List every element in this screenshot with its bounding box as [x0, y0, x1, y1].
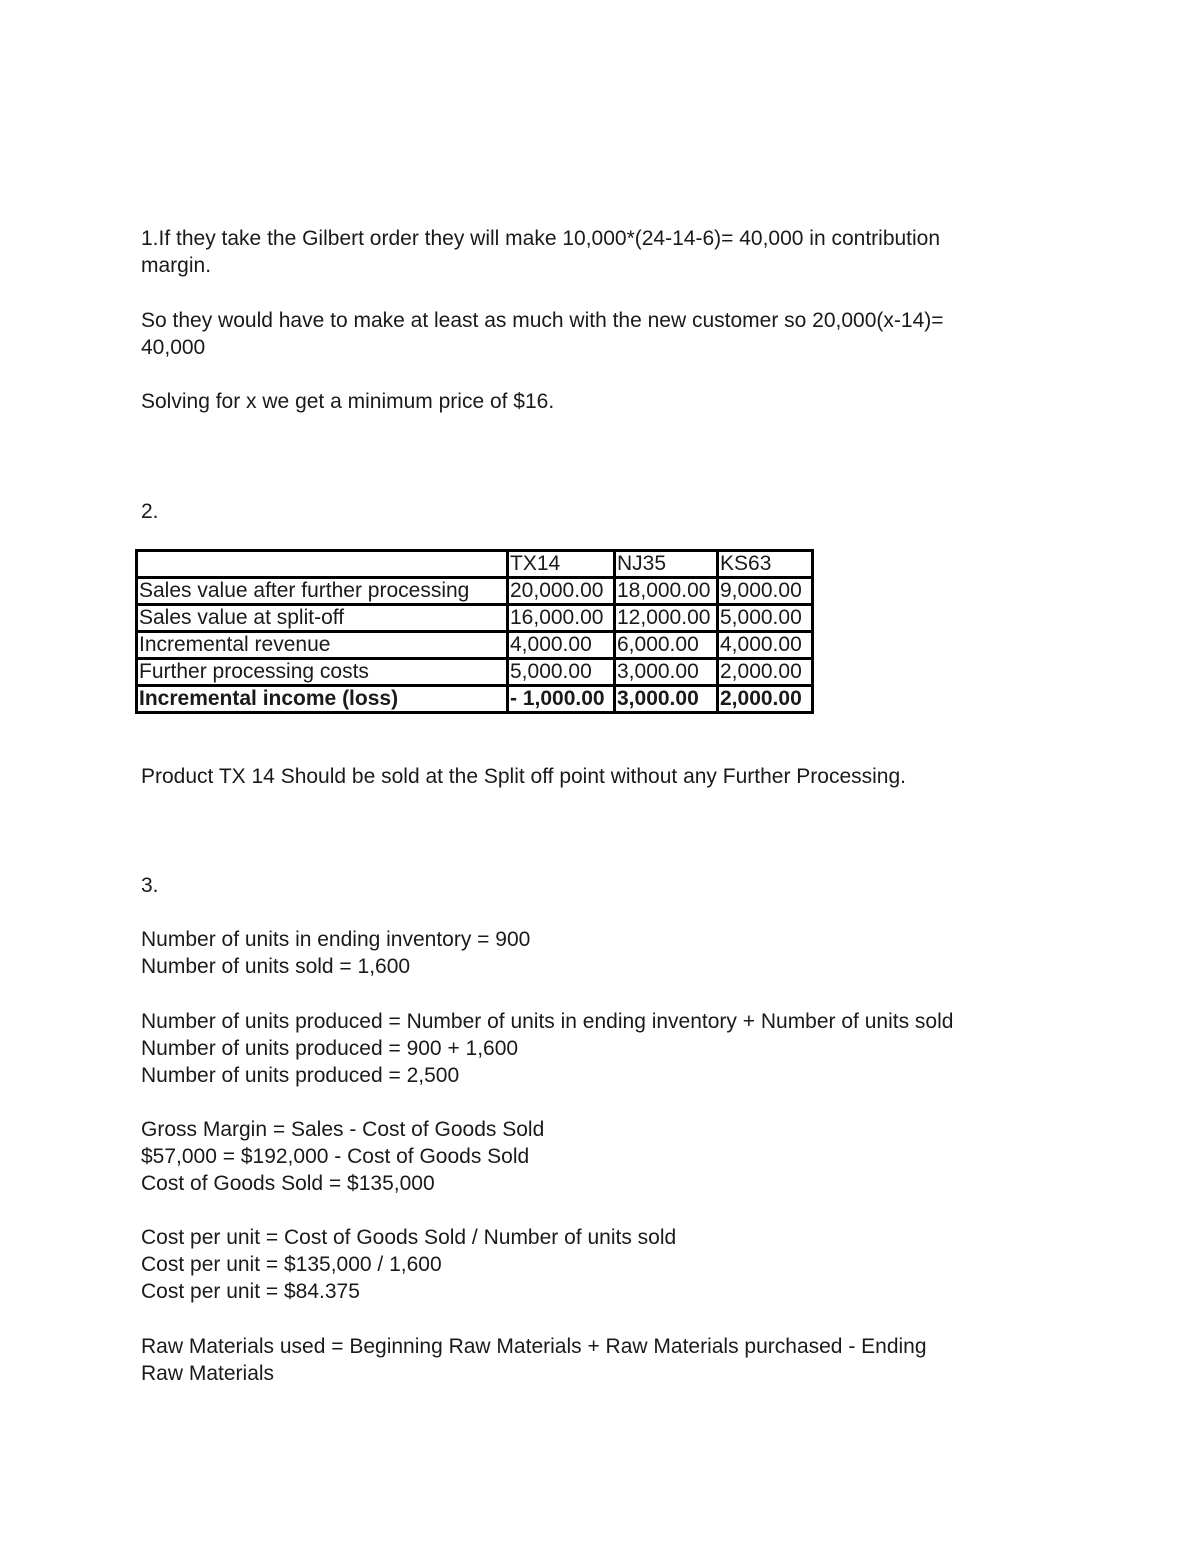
table-cell: - 1,000.00: [508, 686, 615, 713]
q3-line: Raw Materials: [141, 1362, 275, 1385]
table-cell: 16,000.00: [508, 605, 615, 632]
table-cell: 4,000.00: [508, 632, 615, 659]
row-label: Sales value at split-off: [137, 605, 508, 632]
table-cell: 2,000.00: [718, 659, 813, 686]
table-cell: 4,000.00: [718, 632, 813, 659]
q3-line: $57,000 = $192,000 - Cost of Goods Sold: [141, 1145, 530, 1168]
table-cell: 5,000.00: [718, 605, 813, 632]
row-label: Sales value after further processing: [137, 578, 508, 605]
q1-line-3: So they would have to make at least as much with the new customer so 20,000(x-14)=: [141, 309, 944, 332]
q3-line: Gross Margin = Sales - Cost of Goods Sold: [141, 1118, 545, 1141]
q3-line: Raw Materials used = Beginning Raw Materials + Raw Materials purchased - Ending: [141, 1335, 927, 1358]
table-header-row: [137, 551, 813, 578]
q1-line-1: 1.If they take the Gilbert order they will make 10,000*(24-14-6)= 40,000 in contribution: [141, 227, 941, 250]
table-header-cell: NJ35: [615, 551, 718, 578]
row-label: Further processing costs: [137, 659, 508, 686]
table-cell: 12,000.00: [615, 605, 718, 632]
row-label: Incremental revenue: [137, 632, 508, 659]
incremental-analysis-table: [135, 549, 814, 714]
table-cell: 2,000.00: [718, 686, 813, 713]
q2-number: 2.: [141, 500, 159, 523]
q3-line: Cost per unit = Cost of Goods Sold / Number of units sold: [141, 1226, 677, 1249]
q3-line: Cost per unit = $135,000 / 1,600: [141, 1253, 442, 1276]
table-header-cell: KS63: [718, 551, 813, 578]
q3-line: Cost of Goods Sold = $135,000: [141, 1172, 435, 1195]
table-cell: 9,000.00: [718, 578, 813, 605]
row-label: Incremental income (loss): [137, 686, 508, 713]
q3-number: 3.: [141, 874, 159, 897]
table-row: [137, 578, 813, 605]
table-cell: 18,000.00: [615, 578, 718, 605]
q3-line: Number of units in ending inventory = 900: [141, 928, 531, 951]
q3-line: Cost per unit = $84.375: [141, 1280, 360, 1303]
q3-line: Number of units produced = Number of units in ending inventory + Number of units sold: [141, 1010, 954, 1033]
table-cell: 20,000.00: [508, 578, 615, 605]
q3-line: Number of units produced = 2,500: [141, 1064, 460, 1087]
table-header-cell: TX14: [508, 551, 615, 578]
q1-line-2: margin.: [141, 254, 212, 277]
q1-line-5: Solving for x we get a minimum price of $16.: [141, 390, 555, 413]
table-cell: 6,000.00: [615, 632, 718, 659]
table-row: [137, 659, 813, 686]
q2-conclusion: Product TX 14 Should be sold at the Split off point without any Further Processing.: [141, 765, 907, 788]
q1-line-4: 40,000: [141, 336, 206, 359]
table-cell: 3,000.00: [615, 686, 718, 713]
q3-line: Number of units sold = 1,600: [141, 955, 411, 978]
q3-line: Number of units produced = 900 + 1,600: [141, 1037, 519, 1060]
table-row: [137, 605, 813, 632]
table-row: [137, 632, 813, 659]
table-cell: 3,000.00: [615, 659, 718, 686]
table-header-cell: [137, 551, 508, 578]
table-cell: 5,000.00: [508, 659, 615, 686]
table-total-row: [137, 686, 813, 713]
